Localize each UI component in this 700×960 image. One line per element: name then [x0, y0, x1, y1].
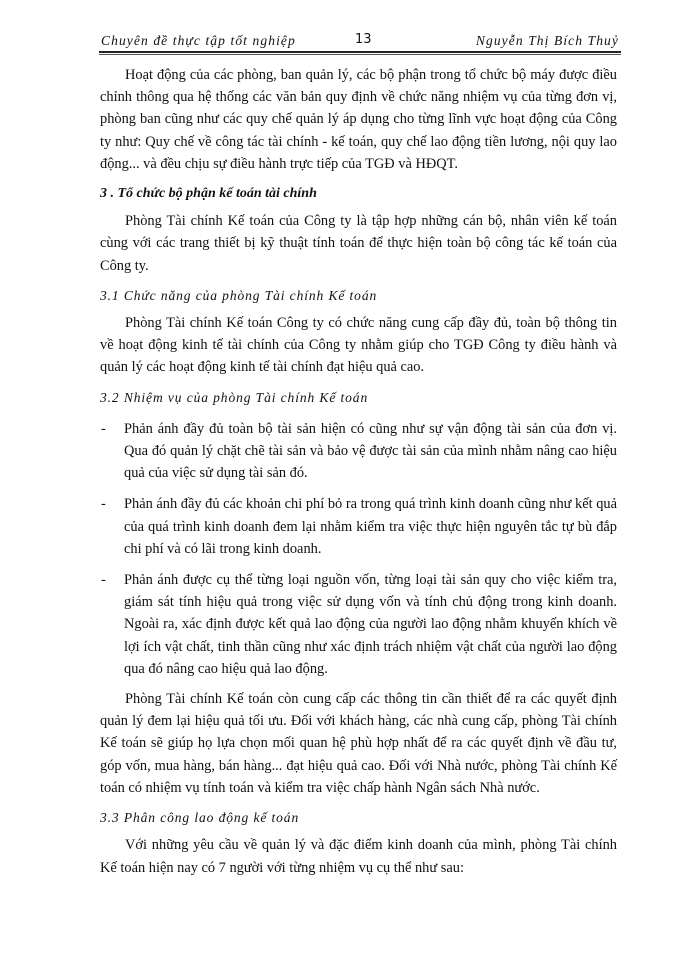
subsection-heading-duties: 3.2 Nhiệm vụ của phòng Tài chính Kế toán [100, 389, 369, 405]
subsection-heading-labor-division: 3.3 Phân công lao động kế toán [100, 810, 300, 826]
list-item [100, 418, 617, 485]
list-item [100, 493, 617, 560]
paragraph-management-regulations: Hoạt động của các phòng, ban quản lý, các bộ phận trong tổ chức bộ máy được điều chỉnh thông qua hệ thống các văn bản quy định về chức năng nhiệm vụ của từng đơn vị, phòng ban cũng như các quy chế quản lý áp dụng cho từng lĩnh vực hoạt động của Công ty như: Quy chế về công tác tài chính - kế toán, quy chế lao động tiền lương, nội quy lao động... và đều chịu sự điều hành trực tiếp của TGĐ và HĐQT. [100, 67, 617, 172]
dash-bullet-icon: - [101, 496, 106, 513]
dash-bullet-icon: - [101, 572, 106, 589]
list-item-text: Phản ánh đầy đủ các khoản chi phí bỏ ra trong quá trình kinh doanh cũng như kết quả của quá trình kinh doanh đem lại nhằm kiểm tra việc thực hiện nguyên tắc tự bù đắp chi phí và có lãi trong kinh doanh. [124, 496, 617, 557]
list-item-text: Phản ánh được cụ thể từng loại nguồn vốn, từng loại tài sản quy cho việc kiểm tra, giám sát tính hiệu quả trong việc sử dụng vốn và tính chủ động trong kinh doanh. Ngoài ra, xác định được kết quả lao động của người lao động nhằm khuyến khích về lợi ích vật chất, tinh thần cũng như xác định trách nhiệm vật chất của người lao động qua đó nâng cao hiệu quả lao động. [124, 572, 617, 677]
paragraph-information-provision: Phòng Tài chính Kế toán còn cung cấp các thông tin cần thiết để ra các quyết định quản lý đem lại hiệu quả tối ưu. Đối với khách hàng, các nhà cung cấp, phòng Tài chính Kế toán sẽ giúp họ lựa chọn mối quan hệ phù hợp nhất để ra các quyết định về đầu tư, góp vốn, mua hàng, bán hàng... đạt hiệu quả cao. Đối với Nhà nước, phòng Tài chính Kế toán có nhiệm vụ tính toán và kiểm tra việc chấp hành Ngân sách Nhà nước. [100, 691, 617, 796]
list-item [100, 569, 617, 680]
list-item-text: Phản ánh đầy đủ toàn bộ tài sản hiện có cũng như sự vận động tài sản của đơn vị. Qua đó quản lý chặt chẽ tài sản và bảo vệ được tài sản của mình nhằm nâng cao hiệu quả của việc sử dụng tài sản đó. [124, 420, 617, 482]
header-author-name: Nguyễn Thị Bích Thuỷ [475, 33, 619, 48]
dash-bullet-icon: - [101, 420, 106, 437]
paragraph-accounting-department: Phòng Tài chính Kế toán của Công ty là tập hợp những cán bộ, nhân viên kế toán cùng với các trang thiết bị kỹ thuật tính toán để thực hiện toàn bộ công tác kế toán của Công ty. [100, 213, 617, 274]
header-document-title: Chuyên đề thực tập tốt nghiệp [101, 33, 296, 48]
page-number: 13 [355, 32, 372, 47]
document-body [100, 64, 617, 879]
subsection-heading-functions: 3.1 Chức năng của phòng Tài chính Kế toán [100, 287, 378, 303]
paragraph-functions: Phòng Tài chính Kế toán Công ty có chức năng cung cấp đầy đủ, toàn bộ thông tin về hoạt động kinh tế tài chính của Công ty nhằm giúp cho TGĐ Công ty điều hành và quản lý các hoạt động kinh tế tài chính đạt hiệu quả cao. [100, 315, 617, 376]
header-rule [99, 51, 621, 55]
paragraph-staffing: Với những yêu cầu về quản lý và đặc điểm kinh doanh của mình, phòng Tài chính Kế toán hiện nay có 7 người với từng nhiệm vụ cụ thể như sau: [100, 837, 617, 876]
duties-list [100, 418, 617, 680]
section-heading-accounting-organization: 3 . Tổ chức bộ phận kế toán tài chính [100, 186, 317, 202]
page-header [99, 31, 621, 51]
